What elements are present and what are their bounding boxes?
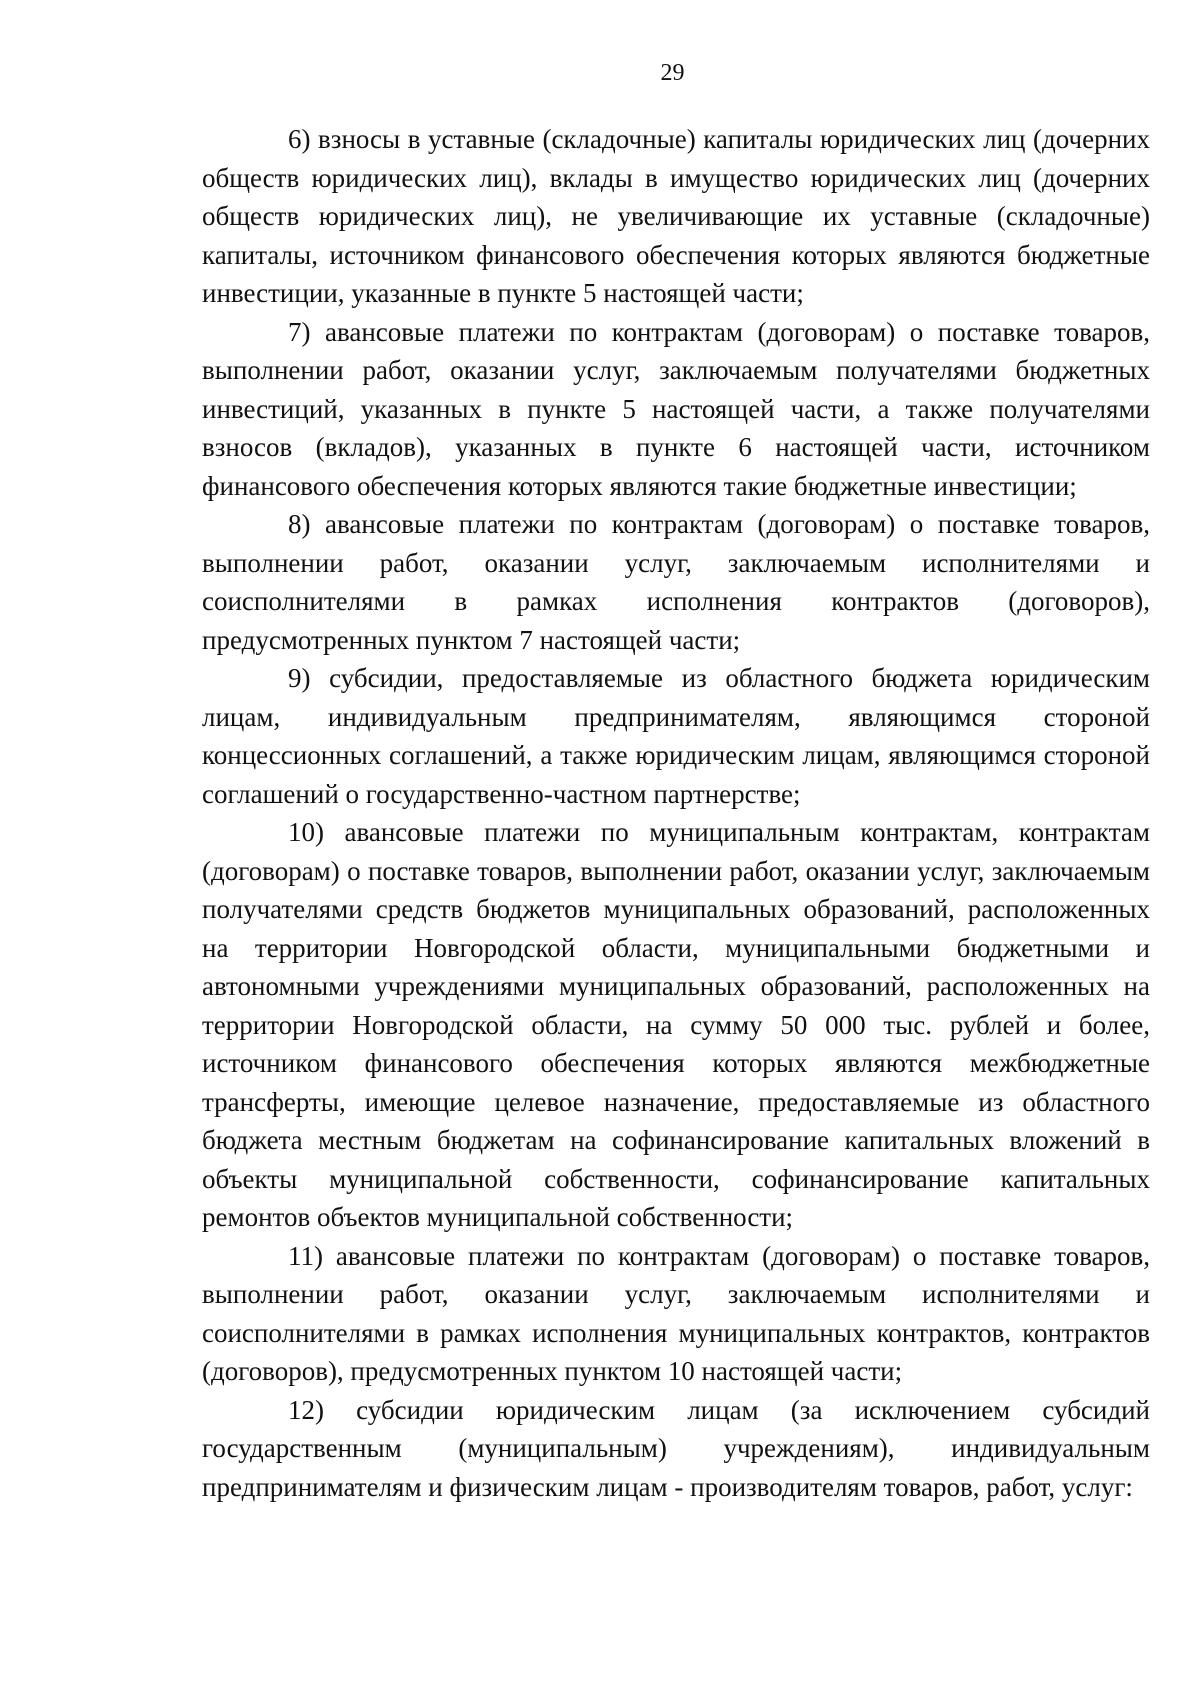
paragraph-item-7: 7) авансовые платежи по контрактам (договорам) о поставке товаров, выполнении работ, оказании услуг, заключаемым получателями бюджетных инвестиций, указанных в пункте 5 настоящей части, а также получателями взносов (вкладов), указанных в пункте 6 настоящей части, источником финансового обеспечения которых являются такие бюджетные инвестиции;	[202, 316, 1150, 501]
document-body	[202, 120, 1150, 1506]
paragraph-item-8: 8) авансовые платежи по контрактам (договорам) о поставке товаров, выполнении работ, оказании услуг, заключаемым исполнителями и соисполнителями в рамках исполнения контрактов (договоров), предусмотренных пунктом 7 настоящей части;	[202, 509, 1150, 655]
page-number: 29	[660, 60, 685, 86]
paragraph-item-6: 6) взносы в уставные (складочные) капиталы юридических лиц (дочерних обществ юридических лиц), вклады в имущество юридических лиц (дочерних обществ юридических лиц), не увеличивающие их уставные (складочные) капиталы, источником финансового обеспечения которых являются бюджетные инвестиции, указанные в пункте 5 настоящей части;	[202, 124, 1150, 308]
paragraph-item-9: 9) субсидии, предоставляемые из областного бюджета юридическим лицам, индивидуальным предпринимателям, являющимся стороной концессионных соглашений, а также юридическим лицам, являющимся стороной соглашений о государственно-частном партнерстве;	[202, 663, 1150, 809]
paragraph-item-12: 12) субсидии юридическим лицам (за исключением субсидий государственным (муниципальным) учреждениям), индивидуальным предпринимателям и физическим лицам - производителям товаров, работ, услуг:	[202, 1394, 1150, 1502]
paragraph-item-11: 11) авансовые платежи по контрактам (договорам) о поставке товаров, выполнении работ, оказании услуг, заключаемым исполнителями и соисполнителями в рамках исполнения муниципальных контрактов, контрактов (договоров), предусмотренных пунктом 10 настоящей части;	[202, 1240, 1150, 1386]
paragraph-item-10: 10) авансовые платежи по муниципальным контрактам, контрактам (договорам) о поставке товаров, выполнении работ, оказании услуг, заключаемым получателями средств бюджетов муниципальных образований, расположенных на территории Новгородской области, муниципальными бюджетными и автономными учреждениями муниципальных образований, расположенных на территории Новгородской области, на сумму 50 000 тыс. рублей и более, источником финансового обеспечения которых являются межбюджетные трансферты, имеющие целевое назначение, предоставляемые из областного бюджета местным бюджетам на софинансирование капитальных вложений в объекты муниципальной собственности, софинансирование капитальных ремонтов объектов муниципальной собственности;	[202, 817, 1150, 1232]
